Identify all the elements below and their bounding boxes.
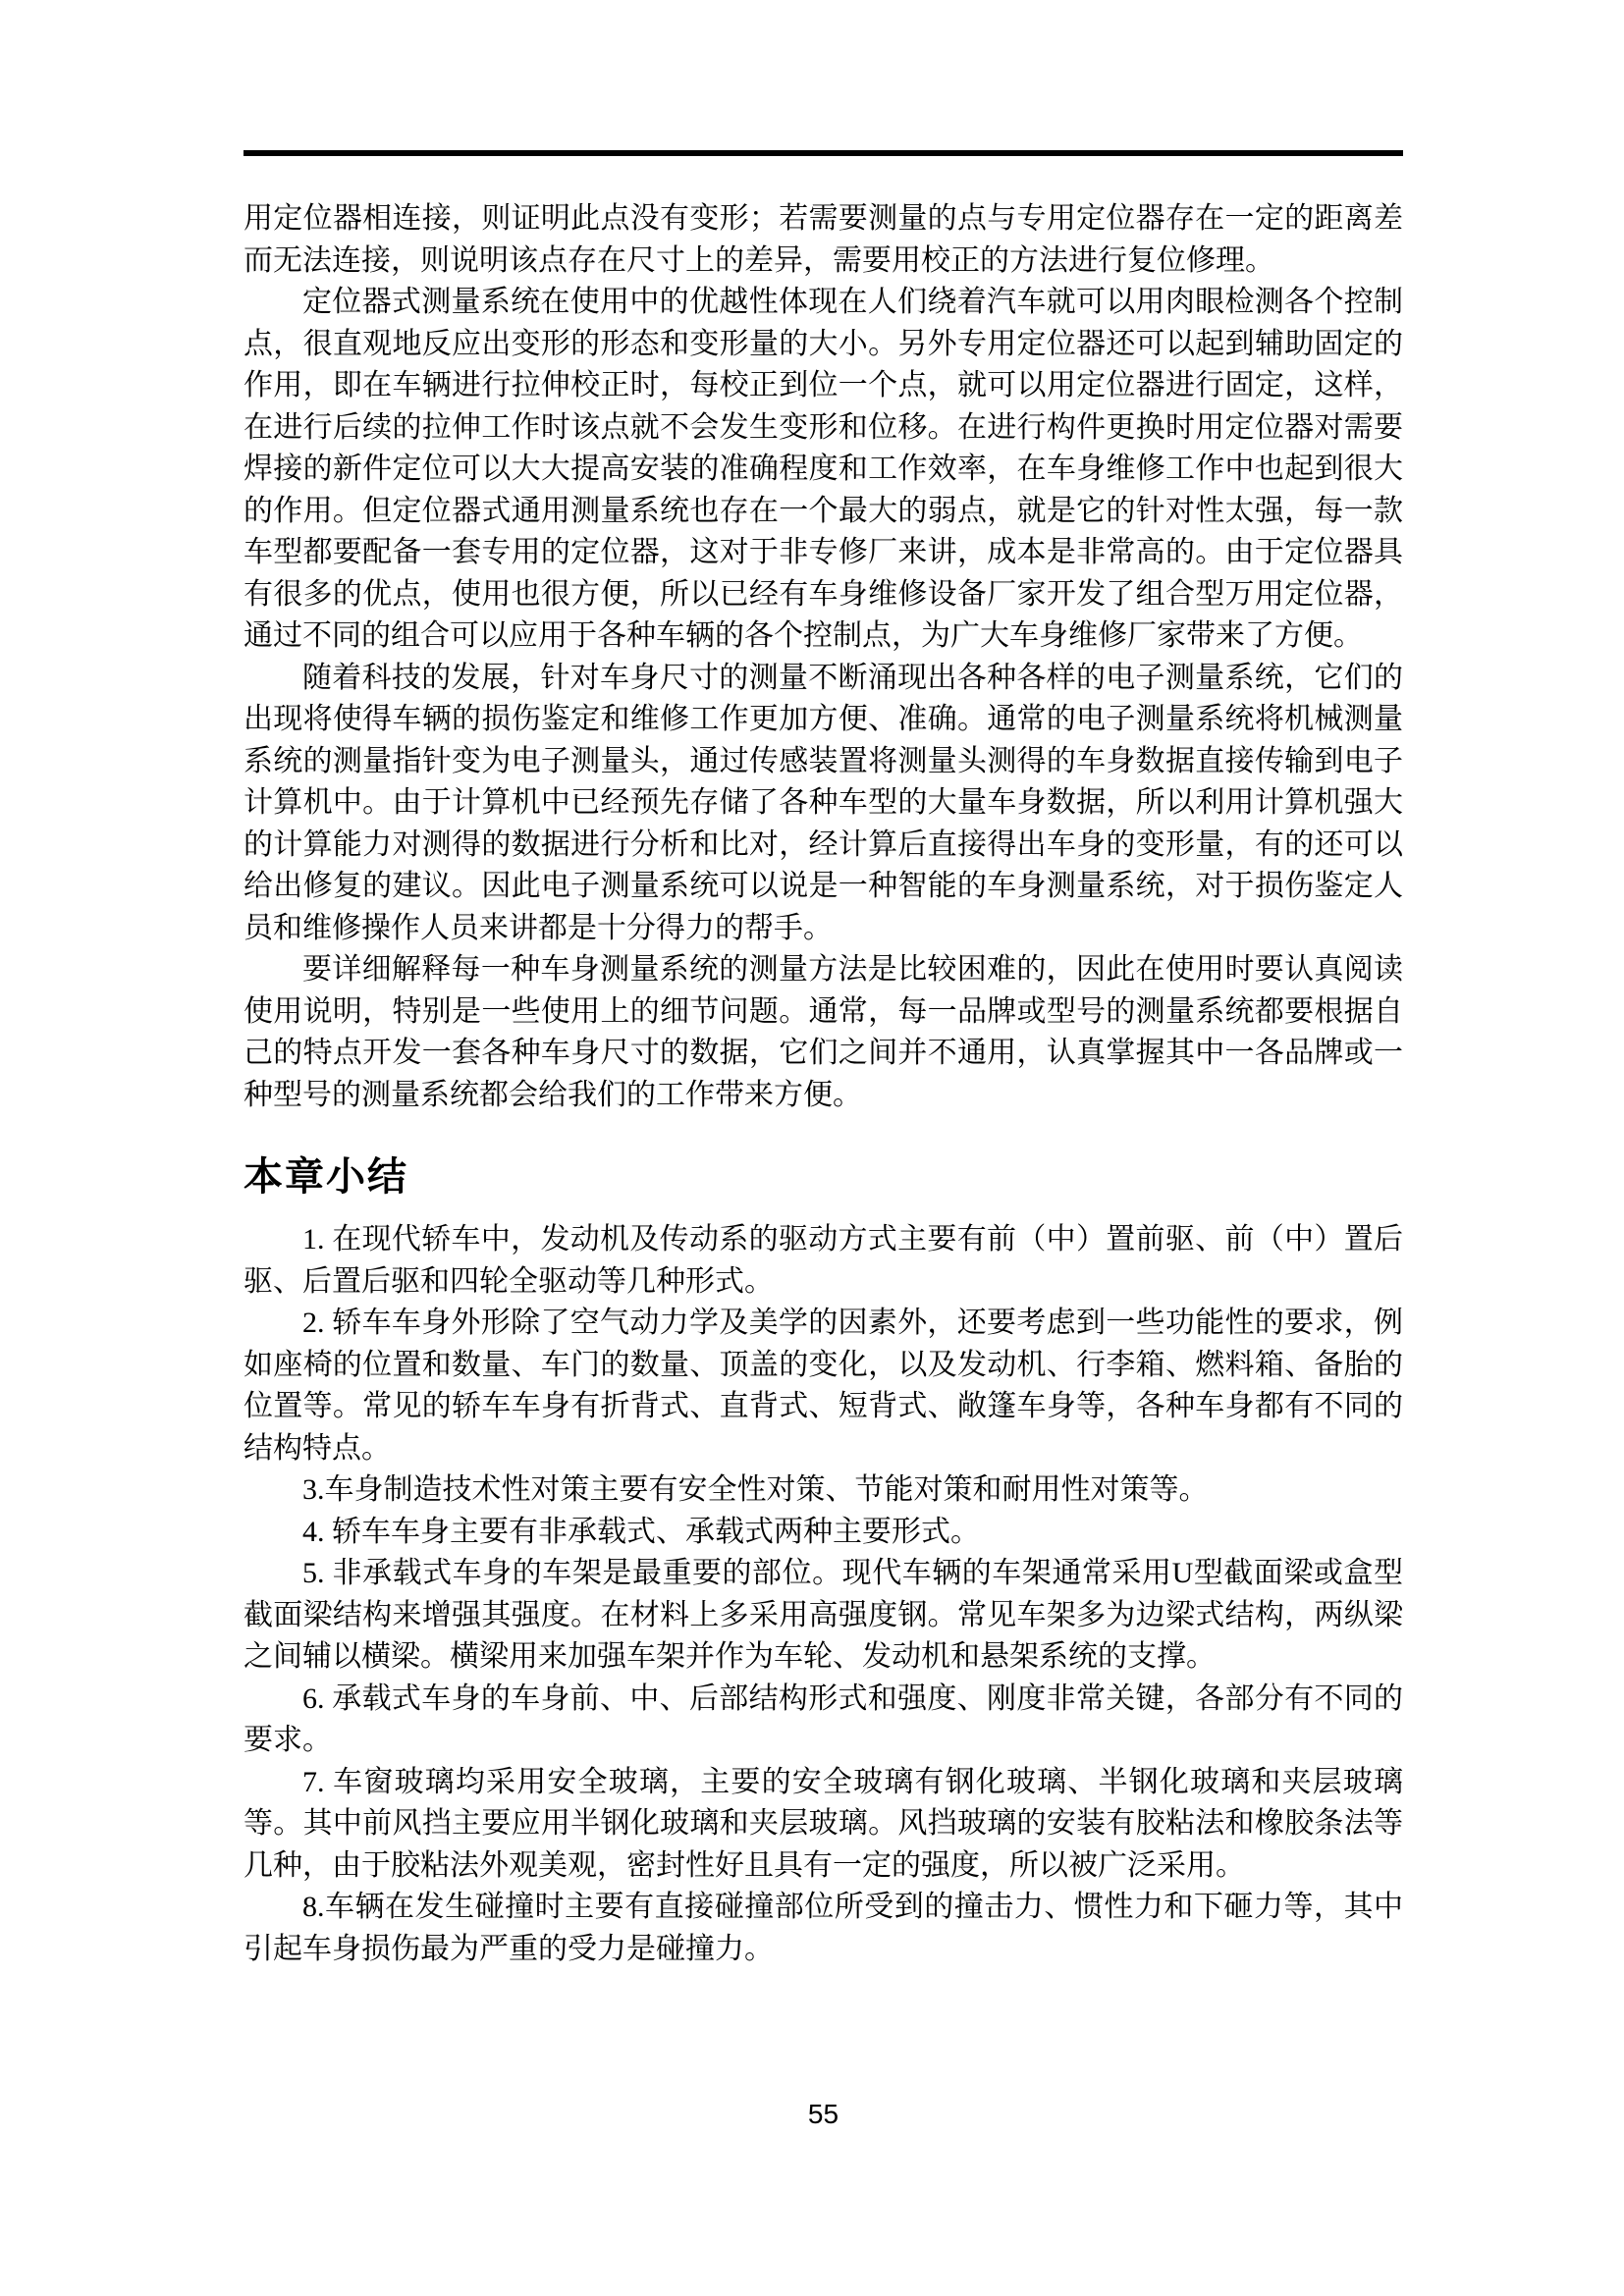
summary-item-4: 4. 轿车车身主要有非承载式、承载式两种主要形式。 <box>302 1515 980 1548</box>
summary-item-7: 7. 车窗玻璃均采用安全玻璃，主要的安全玻璃有钢化玻璃、半钢化玻璃和夹层玻璃等。其中前风挡主要应用半钢化玻璃和夹层玻璃。风挡玻璃的安装有胶粘法和橡胶条法等几种，由于胶粘法外观美观，密封性好且具有一定的强度，所以被广泛采用。 <box>244 1765 1403 1882</box>
paragraph-2: 定位器式测量系统在使用中的优越性体现在人们绕着汽车就可以用肉眼检测各个控制点，很直观地反应出变形的形态和变形量的大小。另外专用定位器还可以起到辅助固定的作用，即在车辆进行拉伸校正时，每校正到位一个点，就可以用定位器进行固定，这样，在进行后续的拉伸工作时该点就不会发生变形和位移。在进行构件更换时用定位器对需要焊接的新件定位可以大大提高安装的准确程度和工作效率，在车身维修工作中也起到很大的作用。但定位器式通用测量系统也存在一个最大的弱点，就是它的针对性太强，每一款车型都要配备一套专用的定位器，这对于非专修厂来讲，成本是非常高的。由于定位器具有很多的优点，使用也很方便，所以已经有车身维修设备厂家开发了组合型万用定位器，通过不同的组合可以应用于各种车辆的各个控制点，为广大车身维修厂家带来了方便。 <box>244 286 1403 652</box>
summary-item-6: 6. 承载式车身的车身前、中、后部结构形式和强度、刚度非常关键，各部分有不同的要求。 <box>244 1682 1403 1756</box>
summary-item-1: 1. 在现代轿车中，发动机及传动系的驱动方式主要有前（中）置前驱、前（中）置后驱、后置后驱和四轮全驱动等几种形式。 <box>244 1223 1403 1298</box>
paragraph-1: 用定位器相连接，则证明此点没有变形；若需要测量的点与专用定位器存在一定的距离差而无法连接，则说明该点存在尺寸上的差异，需要用校正的方法进行复位修理。 <box>244 202 1403 277</box>
summary-item-5: 5. 非承载式车身的车架是最重要的部位。现代车辆的车架通常采用U型截面梁或盒型截面梁结构来增强其强度。在材料上多采用高强度钢。常见车架多为边梁式结构，两纵梁之间辅以横梁。横梁用来加强车架并作为车轮、发动机和悬架系统的支撑。 <box>244 1557 1403 1673</box>
summary-item-8: 8.车辆在发生碰撞时主要有直接碰撞部位所受到的撞击力、惯性力和下砸力等，其中引起车身损伤最为严重的受力是碰撞力。 <box>244 1891 1403 1965</box>
body-text <box>244 198 1403 1970</box>
paragraph-3: 随着科技的发展，针对车身尺寸的测量不断涌现出各种各样的电子测量系统，它们的出现将使得车辆的损伤鉴定和维修工作更加方便、准确。通常的电子测量系统将机械测量系统的测量指针变为电子测量头，通过传感装置将测量头测得的车身数据直接传输到电子计算机中。由于计算机中已经预先存储了各种车型的大量车身数据，所以利用计算机强大的计算能力对测得的数据进行分析和比对，经计算后直接得出车身的变形量，有的还可以给出修复的建议。因此电子测量系统可以说是一种智能的车身测量系统，对于损伤鉴定人员和维修操作人员来讲都是十分得力的帮手。 <box>244 661 1403 944</box>
section-heading-chapter-summary: 本章小结 <box>244 1154 408 1199</box>
page-number: 55 <box>807 2099 839 2129</box>
summary-item-3: 3.车身制造技术性对策主要有安全性对策、节能对策和耐用性对策等。 <box>302 1473 1209 1506</box>
summary-item-2: 2. 轿车车身外形除了空气动力学及美学的因素外，还要考虑到一些功能性的要求，例如座椅的位置和数量、车门的数量、顶盖的变化，以及发动机、行李箱、燃料箱、备胎的位置等。常见的轿车车身有折背式、直背式、短背式、敞篷车身等，各种车身都有不同的结构特点。 <box>244 1307 1403 1465</box>
header-rule <box>244 150 1403 156</box>
paragraph-4: 要详细解释每一种车身测量系统的测量方法是比较困难的，因此在使用时要认真阅读使用说明，特别是一些使用上的细节问题。通常，每一品牌或型号的测量系统都要根据自己的特点开发一套各种车身尺寸的数据，它们之间并不通用，认真掌握其中一各品牌或一种型号的测量系统都会给我们的工作带来方便。 <box>244 953 1403 1111</box>
